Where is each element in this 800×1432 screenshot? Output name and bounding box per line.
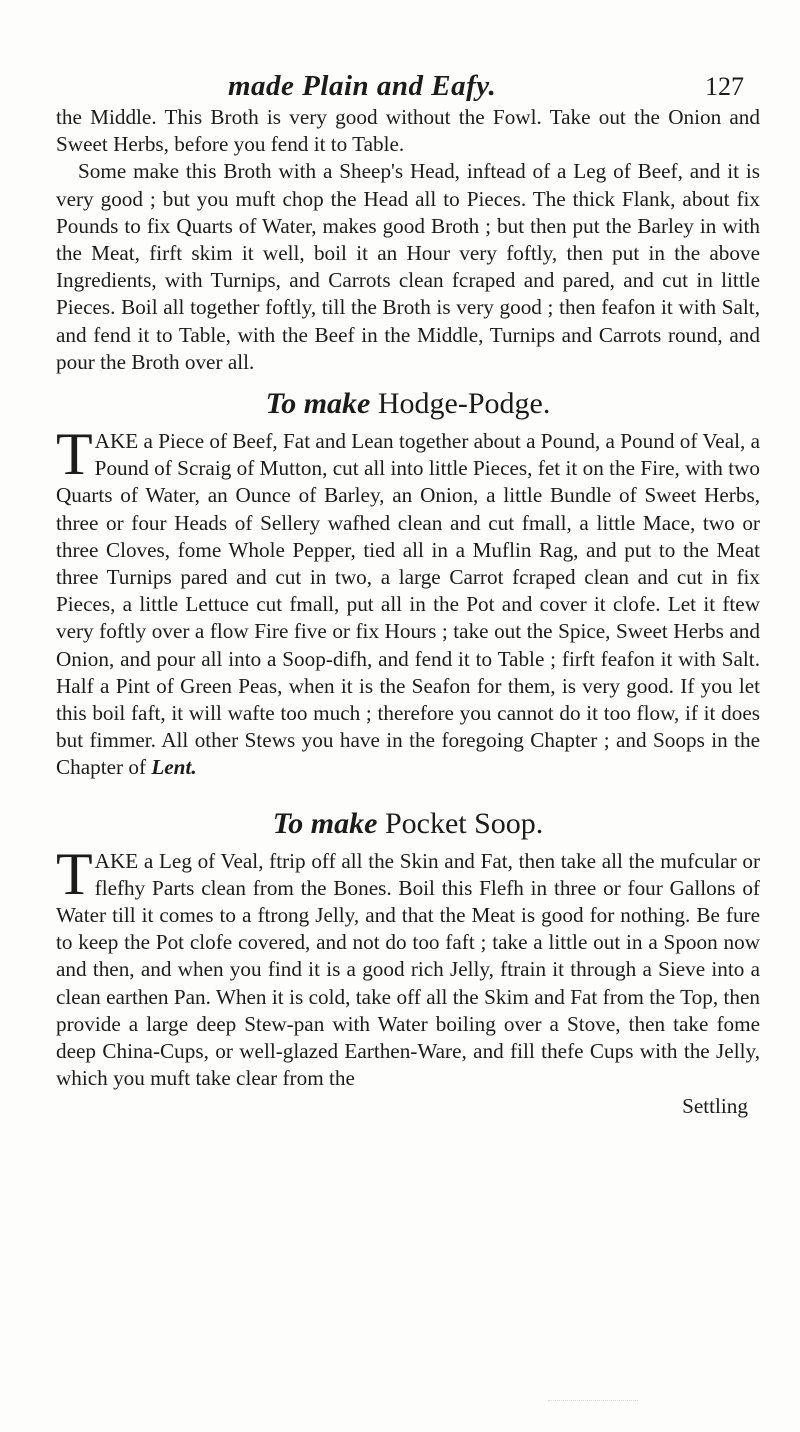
paragraph-pocket-soop: TAKE a Leg of Veal, ftrip off all the Skin and Fat, then take all the mufcular or flefhy Parts clean from the Bones. Boil this Flefh in three or four Gallons of Water till it comes to a ftrong Jelly, and that the Meat is good for nothing. Be fure to keep the Pot clofe covered, and not do too faft ; take a little out in a Spoon now and then, and when you find it is a good rich Jelly, ftrain it through a Sieve into a clean earthen Pan. When it is cold, take off all the Skim and Fat from the Top, then provide a large deep Stew-pan with Water boiling over a Stove, then take fome deep China-Cups, or well-glazed Earthen-Ware, and fill thefe Cups with the Jelly, which you muft take clear from the <box>56 840 760 1091</box>
catchword: Settling <box>682 1093 748 1118</box>
section-heading-hodge-podge <box>56 384 760 424</box>
lent-reference: Lent. <box>151 755 197 780</box>
heading-title: Pocket Soop. <box>384 806 544 840</box>
heading-lead: To make <box>272 806 378 840</box>
paragraph-hodge-podge <box>56 421 760 782</box>
running-title: made Plain and Eafy. <box>228 70 497 102</box>
section-heading-pocket-soop <box>56 804 760 844</box>
paper-mark <box>548 1394 638 1401</box>
heading-lead: To make <box>265 387 371 421</box>
page-number: 127 <box>705 72 744 101</box>
paragraph-sheeps-head: Some make this Broth with a Sheep's Head, inftead of a Leg of Beef, and it is very good ; but you muft chop the Head all to Pieces. The thick Flank, about fix Pounds to fix Quarts of Water, makes good Broth ; but then put the Barley in with the Meat, firft skim it well, boil it an Hour very foftly, then put in the above Ingredients, with Turnips, and Carrots clean fcraped and pared, and cut in little Pieces. Boil all together foftly, till the Broth is very good ; then feafon it with Salt, and fend it to Table, with the Beef in the Middle, Turnips and Carrots round, and pour the Broth over all. <box>56 159 760 374</box>
page-body <box>56 104 760 1120</box>
hodge-podge-text: TAKE a Piece of Beef, Fat and Lean together about a Pound, a Pound of Veal, a Pound of Scraig of Mutton, cut all into little Pieces, fet it on the Fire, with two Quarts of Water, an Ounce of Barley, an Onion, a little Bundle of Sweet Herbs, three or four Heads of Sellery wafhed clean and cut fmall, a little Mace, two or three Cloves, fome Whole Pepper, tied all in a Muflin Rag, and put to the Meat three Turnips pared and cut in two, a large Carrot fcraped clean and cut in fix Pieces, a little Lettuce cut fmall, put all in the Pot and cover it clofe. Let it ftew very foftly over a flow Fire five or fix Hours ; take out the Spice, Sweet Herbs and Onion, and pour all into a Soop-difh, and fend it to Table ; firft feafon it with Salt. Half a Pint of Green Peas, when it is the Seafon for them, is very good. If you let this boil faft, it will wafte too much ; therefore you cannot do it too flow, if it does but fimmer. All other Stews you have in the foregoing Chapter ; and Soops in the Chapter of <box>56 421 760 780</box>
running-head <box>0 70 800 104</box>
paragraph-continued: the Middle. This Broth is very good without the Fowl. Take out the Onion and Sweet Herbs, before you fend it to Table. <box>56 105 760 157</box>
heading-title: Hodge-Podge. <box>377 387 551 421</box>
